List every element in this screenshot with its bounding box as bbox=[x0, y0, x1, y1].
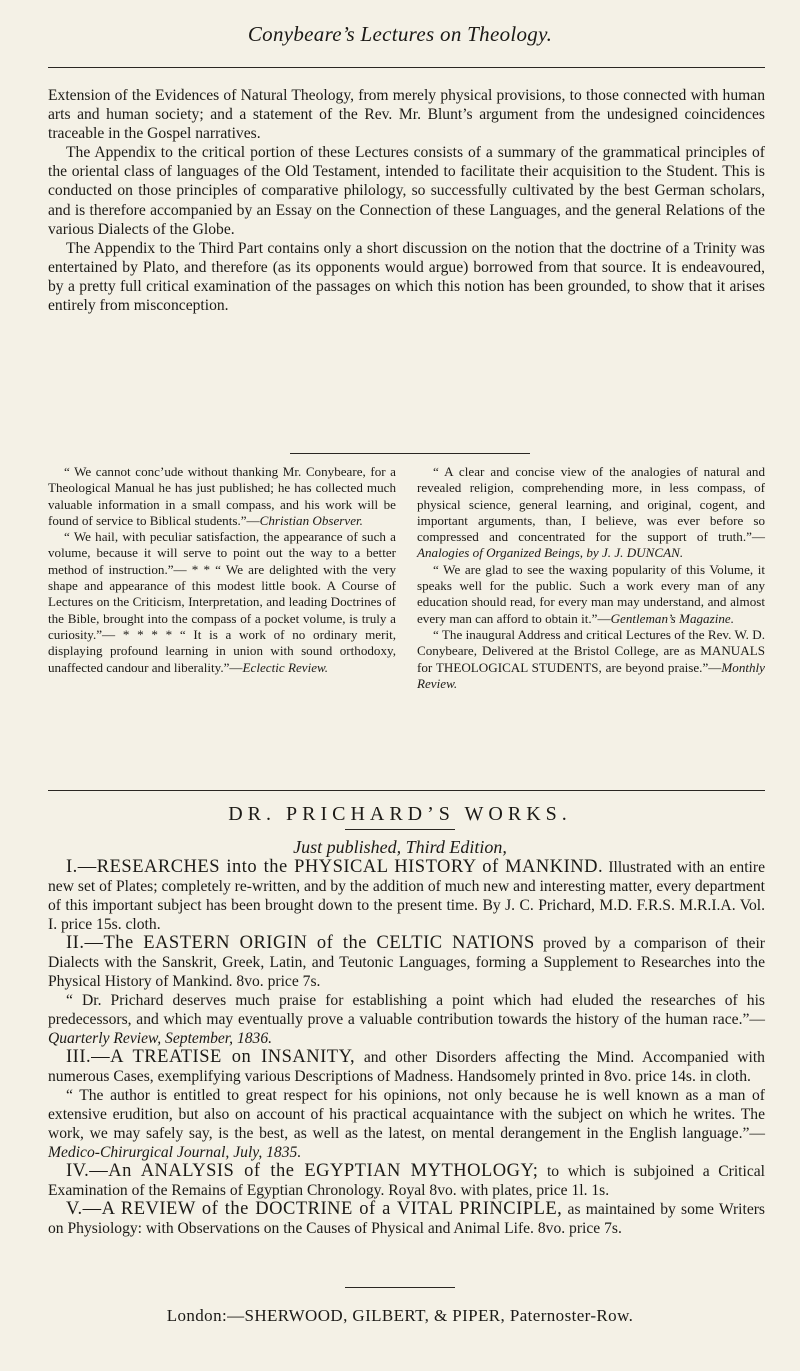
work-description: proved by a comparison of their Dialects with the Sanskrit, Greek, Latin, and Teutonic Languages, forming a Supplement to Researches into the Physical History of Mankind. 8vo. price 7s. bbox=[48, 935, 765, 990]
work-quote bbox=[48, 991, 765, 1048]
intro-paragraph: The Appendix to the Third Part contains only a short discussion on the notion that the doctrine of a Trinity was entertained by Plato, and therefore (as its opponents would argue) borrowed from that source. It is endeavoured, by a pretty full critical examination of the passages on which this notion has been grounded, to show that it arises entirely from misconception. bbox=[48, 239, 765, 315]
work-description: and other Disorders affecting the Mind. Accompanied with numerous Cases, exemplifying various Descriptions of Madness. Handsomely printed in 8vo. price 14s. in cloth. bbox=[48, 1049, 765, 1085]
work-title: IV.—An ANALYSIS of the EGYPTIAN MYTHOLOGY; bbox=[66, 1161, 539, 1181]
works-list bbox=[48, 858, 765, 1238]
quote-text: “ The author is entitled to great respect for his opinions, not only because he is well known as a man of extensive erudition, but also on account of his practical acquaintance with the subject on which he writes. The work, we may safely say, is the best, as well as the latest, on mental derangement in the English language.”— bbox=[48, 1087, 765, 1142]
review-quote bbox=[417, 627, 765, 692]
work-description: Illustrated with an entire new set of Plates; completely re-written, and by the addition of much new and interesting matter, every department of this important subject has been brought down to the present time. By J. C. Prichard, M.D. F.R.S. M.R.I.A. Vol. I. price 15s. cloth. bbox=[48, 859, 766, 933]
review-source: Eclectic Review. bbox=[242, 659, 329, 675]
work-title: III.—A TREATISE on INSANITY, bbox=[66, 1047, 356, 1067]
review-quote bbox=[417, 464, 765, 562]
work-item bbox=[48, 858, 765, 934]
review-text: “ We hail, with peculiar satisfaction, the appearance of such a volume, because it will serve to point out the way to a better method of instruction.”— * * “ We are delighted with the very shape and appearance of this modest little book. A Course of Lectures on the Criticism, Interpretation, and leading Doctrines of the Bible, brought into the compass of a pocket volume, is truly a curiosity.”— * * * * “ It is a work of no ordinary merit, displaying profound learning in union with sound orthodoxy, unaffected candour and liberality.”— bbox=[48, 529, 396, 675]
review-quote bbox=[417, 562, 765, 627]
quote-text: “ Dr. Prichard deserves much praise for establishing a point which had eluded the researches of his predecessors, and which may eventually prove a valuable contribution towards the history of the human race.”— bbox=[48, 992, 765, 1028]
running-head: Conybeare’s Lectures on Theology. bbox=[247, 22, 553, 46]
intro-paragraph: Extension of the Evidences of Natural Theology, from merely physical provisions, to those connected with human arts and human society; and a statement of the Rev. Mr. Blunt’s argument from the undesigned coincidences traceable in the Gospel narratives. bbox=[48, 87, 765, 143]
work-title: V.—A REVIEW of the DOCTRINE of a VITAL PRINCIPLE, bbox=[66, 1199, 563, 1219]
quote-source: Quarterly Review, September, 1836. bbox=[48, 1030, 273, 1047]
heading-underline bbox=[345, 829, 455, 830]
review-source: Monthly Review. bbox=[417, 659, 765, 691]
imprint: London:—SHERWOOD, GILBERT, & PIPER, Paternoster-Row. bbox=[166, 1306, 634, 1325]
work-item bbox=[48, 1048, 765, 1086]
edition-line: Just published, Third Edition, bbox=[293, 837, 507, 857]
intro-paragraph: The Appendix to the critical portion of these Lectures consists of a summary of the grammatical principles of the oriental class of languages of the Old Testament, intended to facilitate their acquisition to the Student. This is conducted on those principles of comparative philology, so successfully cultivated by the best German scholars, and is therefore accompanied by an Essay on the Connection of these Languages, and the general Relations of the various Dialects of the Globe. bbox=[48, 144, 765, 238]
review-text: “ The inaugural Address and critical Lectures of the Rev. W. D. Conybeare, Delivered at the Bristol College, are as MANUALS for THEOLOGICAL STUDENTS, are beyond praise.”— bbox=[417, 626, 765, 675]
intro-section bbox=[48, 86, 765, 315]
works-rule bbox=[48, 790, 765, 791]
review-text: “ We are glad to see the waxing popularity of this Volume, it speaks well for the public. Such a work every man of any education should read, for every man may understand, and almost every man can afford to obtain it.”— bbox=[417, 561, 765, 626]
header-rule bbox=[48, 67, 765, 68]
review-quote bbox=[48, 464, 396, 529]
review-source: Gentleman’s Magazine. bbox=[610, 610, 734, 626]
work-title: II.—The EASTERN ORIGIN of the CELTIC NATIONS bbox=[66, 933, 535, 953]
quote-source: Medico-Chirurgical Journal, July, 1835. bbox=[48, 1144, 302, 1161]
works-heading: DR. PRICHARD’S WORKS. bbox=[228, 803, 572, 825]
work-item bbox=[48, 1162, 765, 1200]
work-title: I.—RESEARCHES into the PHYSICAL HISTORY of MANKIND. bbox=[66, 857, 604, 877]
reviews-left-column bbox=[48, 464, 396, 676]
work-description: to which is subjoined a Critical Examination of the Remains of Egyptian Chronology. Royal 8vo. with plates, price 1l. 1s. bbox=[48, 1163, 765, 1199]
work-quote bbox=[48, 1086, 765, 1162]
section-rule bbox=[290, 453, 530, 454]
work-item bbox=[48, 934, 765, 991]
review-source: Christian Observer. bbox=[259, 512, 363, 528]
work-description: as maintained by some Writers on Physiology: with Observations on the Causes of Physical and Animal Life. 8vo. price 7s. bbox=[48, 1201, 765, 1237]
imprint-rule bbox=[345, 1287, 455, 1288]
review-text: “ We cannot conc’ude without thanking Mr. Conybeare, for a Theological Manual he has just published; he has collected much valuable information in a small compass, and his work will be found of service to Biblical students.”— bbox=[48, 464, 396, 528]
reviews-right-column bbox=[417, 464, 765, 692]
review-text: “ A clear and concise view of the analogies of natural and revealed religion, comprehending more, in less compass, of physical science, general learning, and original, cogent, and important arguments, than, I believe, was ever before so compressed and concentrated for the support of truth.”— bbox=[417, 464, 765, 545]
review-source: Analogies of Organized Beings, by J. J. DUNCAN. bbox=[417, 545, 684, 561]
review-quote bbox=[48, 529, 396, 676]
work-item bbox=[48, 1200, 765, 1238]
